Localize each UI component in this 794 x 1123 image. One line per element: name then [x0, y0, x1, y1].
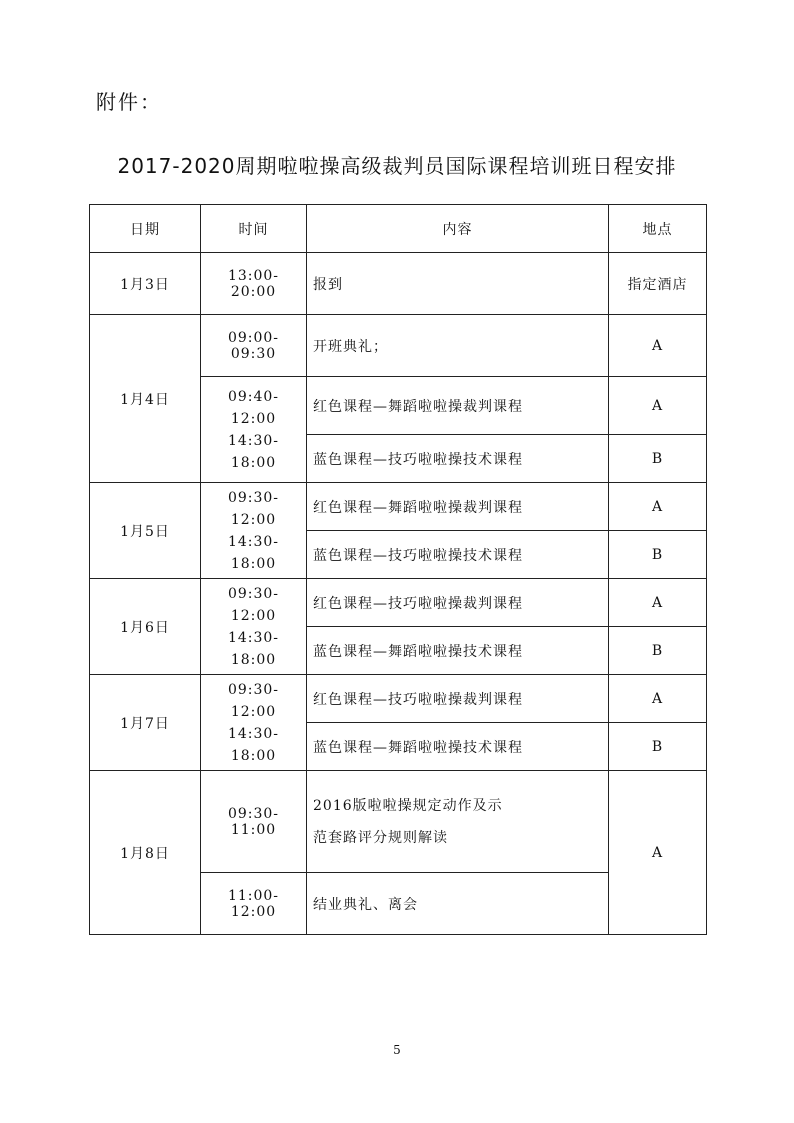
- date-cell: 1月8日: [90, 771, 201, 935]
- time-line-2: 14:30-18:00: [227, 533, 280, 572]
- date-cell: 1月6日: [90, 579, 201, 675]
- location-cell: B: [609, 723, 707, 771]
- time-line-2: 14:30-18:00: [227, 432, 280, 471]
- content-line-1: 2016版啦啦操规定动作及示: [313, 797, 503, 814]
- document-title: 2017-2020周期啦啦操高级裁判员国际课程培训班日程安排: [117, 154, 677, 178]
- table-header-row: [90, 205, 707, 253]
- header-date: 日期: [90, 205, 201, 253]
- content-cell: 开班典礼；: [307, 315, 609, 377]
- time-line-1: 09:30-12:00: [227, 585, 280, 624]
- content-cell: 红色课程—技巧啦啦操裁判课程: [307, 579, 609, 627]
- time-cell: [201, 483, 307, 579]
- content-cell: 红色课程—舞蹈啦啦操裁判课程: [307, 483, 609, 531]
- location-cell: A: [609, 377, 707, 435]
- time-cell: [201, 377, 307, 483]
- time-cell: 09:30-11:00: [201, 771, 307, 873]
- date-cell: 1月5日: [90, 483, 201, 579]
- location-cell: B: [609, 627, 707, 675]
- table-row: [90, 771, 707, 873]
- time-line-2: 14:30-18:00: [227, 725, 280, 764]
- time-line-2: 14:30-18:00: [227, 629, 280, 668]
- location-cell: A: [609, 675, 707, 723]
- time-line-1: 09:30-12:00: [227, 681, 280, 720]
- location-cell: 指定酒店: [609, 253, 707, 315]
- location-cell: A: [609, 579, 707, 627]
- time-cell: 09:00-09:30: [201, 315, 307, 377]
- header-location: 地点: [609, 205, 707, 253]
- table-row: [90, 315, 707, 377]
- header-time: 时间: [201, 205, 307, 253]
- table-row: [90, 579, 707, 627]
- content-cell: [307, 771, 609, 873]
- page-number: 5: [393, 1043, 401, 1057]
- time-cell: [201, 675, 307, 771]
- date-cell: 1月3日: [90, 253, 201, 315]
- location-cell: B: [609, 531, 707, 579]
- attachment-label: 附件：: [96, 90, 162, 114]
- time-cell: 11:00-12:00: [201, 873, 307, 935]
- time-line-1: 09:30-12:00: [227, 489, 280, 528]
- table-row: [90, 675, 707, 723]
- content-cell: 蓝色课程—技巧啦啦操技术课程: [307, 435, 609, 483]
- content-cell: 结业典礼、离会: [307, 873, 609, 935]
- location-cell: A: [609, 483, 707, 531]
- content-cell: 蓝色课程—技巧啦啦操技术课程: [307, 531, 609, 579]
- table-row: [90, 483, 707, 531]
- content-cell: 红色课程—技巧啦啦操裁判课程: [307, 675, 609, 723]
- schedule-table: [89, 204, 707, 935]
- content-cell: 报到: [307, 253, 609, 315]
- location-cell: B: [609, 435, 707, 483]
- content-line-2: 范套路评分规则解读: [313, 829, 448, 846]
- time-cell: 13:00-20:00: [201, 253, 307, 315]
- date-cell: 1月7日: [90, 675, 201, 771]
- content-cell: 红色课程—舞蹈啦啦操裁判课程: [307, 377, 609, 435]
- content-cell: 蓝色课程—舞蹈啦啦操技术课程: [307, 723, 609, 771]
- table-row: [90, 253, 707, 315]
- time-line-1: 09:40-12:00: [227, 388, 280, 427]
- content-cell: 蓝色课程—舞蹈啦啦操技术课程: [307, 627, 609, 675]
- location-cell: A: [609, 315, 707, 377]
- date-cell: 1月4日: [90, 315, 201, 483]
- time-cell: [201, 579, 307, 675]
- location-cell: A: [609, 771, 707, 935]
- header-content: 内容: [307, 205, 609, 253]
